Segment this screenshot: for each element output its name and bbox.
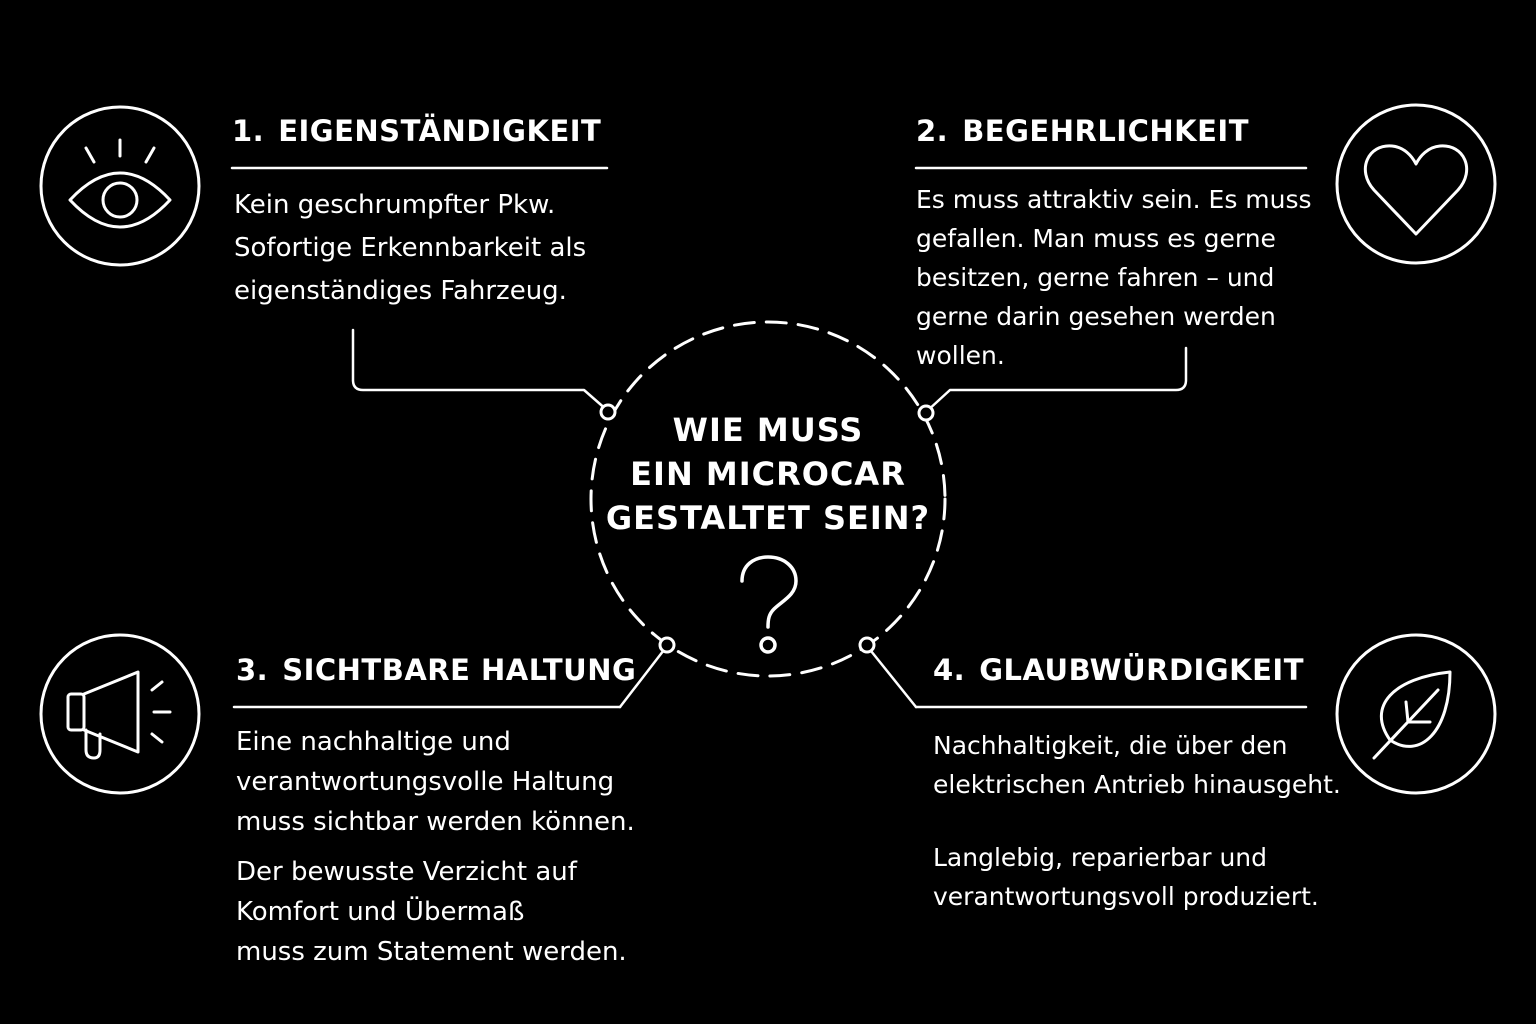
section-4-number: 4. <box>933 653 966 687</box>
section-2-line: besitzen, gerne fahren – und <box>916 263 1275 292</box>
section-2-title <box>916 114 1249 148</box>
leaf-icon <box>1334 632 1498 796</box>
section-2-line: wollen. <box>916 341 1005 370</box>
section-4-line: Nachhaltigkeit, die über den <box>933 731 1288 760</box>
section-1-icon-badge <box>38 104 202 272</box>
section-1-paragraph-1 <box>234 184 586 313</box>
section-1-line: Kein geschrumpfter Pkw. <box>234 190 556 220</box>
section-2-paragraph-1 <box>916 180 1312 375</box>
section-3-title <box>236 653 636 687</box>
section-3-paragraph-2 <box>236 852 627 972</box>
section-3-number: 3. <box>236 653 269 687</box>
heart-icon <box>1334 102 1498 266</box>
section-4-icon-badge <box>1334 632 1498 800</box>
section-3-paragraph-1 <box>236 722 635 842</box>
central-question-line: GESTALTET SEIN? <box>605 499 931 537</box>
section-3-line: Eine nachhaltige und <box>236 727 511 757</box>
connector-4 <box>867 646 916 707</box>
section-4-paragraph-2 <box>933 838 1319 916</box>
connector-node-3 <box>660 638 674 652</box>
section-3-line: Der bewusste Verzicht auf <box>236 857 577 887</box>
section-4-paragraph-1 <box>933 726 1341 804</box>
connector-1 <box>353 330 608 411</box>
question-mark-icon <box>732 555 804 657</box>
section-4-line: Langlebig, reparierbar und <box>933 843 1268 872</box>
central-question-line: WIE MUSS <box>672 411 864 449</box>
section-1-title-text: EIGENSTÄNDIGKEIT <box>278 114 602 148</box>
section-1-title <box>232 114 601 148</box>
section-4-line: elektrischen Antrieb hinausgeht. <box>933 770 1341 799</box>
question-mark-wrap <box>732 555 804 661</box>
central-question <box>600 408 936 540</box>
eye-icon <box>38 104 202 268</box>
section-2-line: gerne darin gesehen werden <box>916 302 1276 331</box>
central-question-line: EIN MICROCAR <box>630 455 906 493</box>
section-3-line: Komfort und Übermaß <box>236 897 525 927</box>
section-3-title-text: SICHTBARE HALTUNG <box>282 653 637 687</box>
section-1-number: 1. <box>232 114 265 148</box>
section-4-title-text: GLAUBWÜRDIGKEIT <box>979 653 1304 687</box>
section-4-line: verantwortungsvoll produziert. <box>933 882 1319 911</box>
section-2-number: 2. <box>916 114 949 148</box>
section-1-line: eigenständiges Fahrzeug. <box>234 276 567 306</box>
section-3-line: verantwortungsvolle Haltung <box>236 767 615 797</box>
section-3-line: muss sichtbar werden können. <box>236 807 635 837</box>
section-1-line: Sofortige Erkennbarkeit als <box>234 233 587 263</box>
section-2-title-text: BEGEHRLICHKEIT <box>962 114 1250 148</box>
section-2-line: gefallen. Man muss es gerne <box>916 224 1276 253</box>
section-2-line: Es muss attraktiv sein. Es muss <box>916 185 1312 214</box>
section-2-icon-badge <box>1334 102 1498 270</box>
megaphone-icon <box>38 632 202 796</box>
section-3-icon-badge <box>38 632 202 800</box>
section-4-title <box>933 653 1304 687</box>
connector-node-4 <box>860 638 874 652</box>
section-3-line: muss zum Statement werden. <box>236 937 627 967</box>
